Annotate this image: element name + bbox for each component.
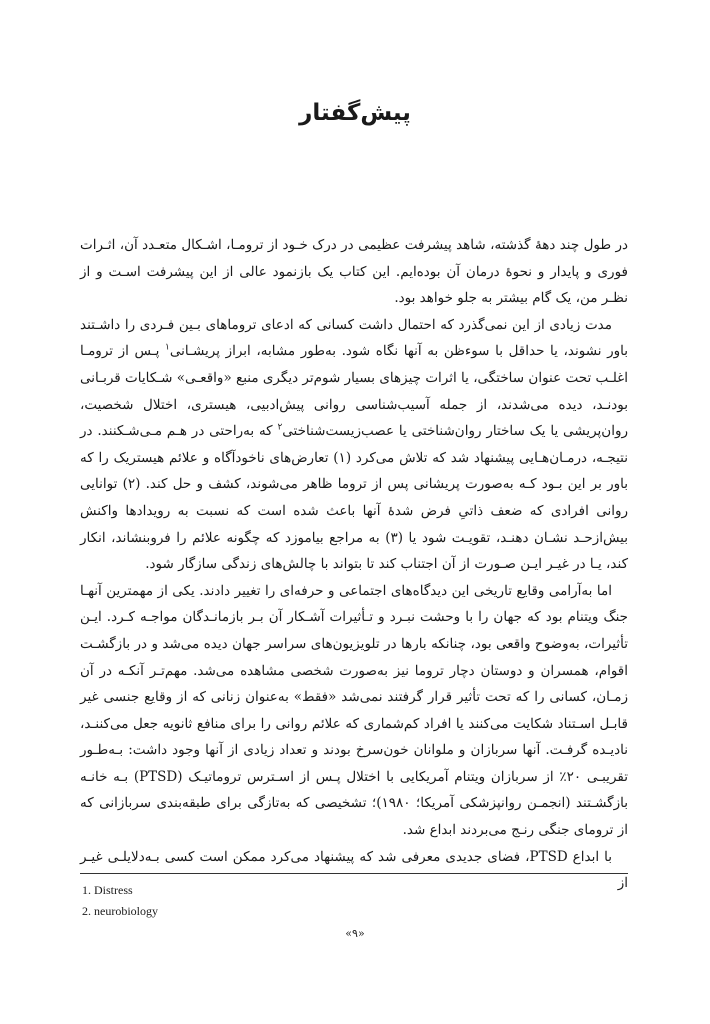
footnote-2: 2. neurobiology <box>82 904 158 918</box>
page-number: «۹» <box>345 927 365 940</box>
page-title: پیش‌گفتار <box>299 100 411 126</box>
footnotes <box>82 880 482 922</box>
footnote-1-number: 1 <box>82 883 88 897</box>
paragraph-2-part-3: که به‌راحتی در هـم مـی‌شـکنند. در نتیجـه، درمـان‌هـایی پیشنهاد شد که تلاش می‌کرد (۱) تعارض‌های ناخودآگاه و علائم هیستریک را که باور بر این بـود کـه به‌صورت پریشانی پس از تروما ظاهر می‌شوند، کشف و حل کند. (۲) توانایی روانی افرادی که ضعف ذاتیِ فرض شدۀ آنها باعث شده است که نسبت به رویدادها واکنش بیش‌ازحـد نشـان دهنـد، تقویـت شود یا (۳) به مراجع بیاموزد که چگونه علائم را فروبنشاند، انکار کند، یـا در غیـر ایـن صـورت از آن اجتناب کند تا بتواند با چالش‌های زندگی سازگار شود. <box>80 423 629 573</box>
footnote-ref-1: ۱ <box>165 342 170 353</box>
footnote-2-number: 2 <box>82 904 88 918</box>
paragraph-2-part-2: پـس از ترومـا اغلـب تحت عنوان ساختگی، یا اثرات چیزهای بسیار شوم‌تر دیگری منبع «واقعـی» شـکایات قربـانی بودنـد، دیده می‌شدند، از جمله آسیب‌شناسی روانی پیش‌ادبیی، هیستری، اختلال شخصیت، روان‌پریشی یا یک ساختار روان‌شناختی یا عصب‌زیست‌شناختی <box>80 343 628 440</box>
paragraph-4: با ابداع PTSD، فضای جدیدی معرفی شد که پیشنهاد می‌کرد ممکن است کسی بـه‌دلایلـی غیـر از <box>80 848 628 892</box>
footnote-1-text: Distress <box>94 883 133 897</box>
paragraph-2 <box>80 312 628 578</box>
body-text <box>80 232 628 897</box>
paragraph-3: اما به‌آرامی وقایع تاریخی این دیدگاه‌های اجتماعی و حرفه‌ای را تغییر دادند. یکی از مهمترین آنهـا جنگ ویتنام بود که جهان را با وحشت نبـرد و تـأثیرات آشـکار آن بـر بازمانـدگان مواجـه کـرد. ایـن تأثیرات، به‌وضوح واقعی بود، چنانکه بارها در تلویزیون‌های سراسر جهان دیده می‌شد و در بازگشـت اقوام، همسران و دوستان دچار تروما نیز به‌صورت شخصی مشاهده می‌شد. مهم‌تـر آنکـه در آن زمـان، کسانی را که تحت تأثیر قرار گرفتند نمی‌شد «فقط» به‌عنوان زنانی که از وقایع جنسی غیر قابـل اسـتناد شکایت می‌کنند یا افراد کم‌شماری که علائم روانی را برای منافع ثانویه جعل می‌کننـد، نادیـده گرفـت. آنها سربازان و ملوانان خون‌سرخ بودند و تعداد زیادی از آنها وجود داشت: بـه‌طـور تقریبـی ۲۰٪ از سربازان ویتنام آمریکایی با اختلال پـس از اسـترس تروماتیـک (PTSD) بـه خانـه بازگشـتند (انجمـن روانپزشکی آمریکا؛ ۱۹۸۰)؛ تشخیصی که به‌تازگی برای طبقه‌بندی سربازانی که از ترومای جنگی رنـج می‌بردند ابداع شد. <box>80 582 628 839</box>
paragraph-1: در طول چند دهۀ گذشته، شاهد پیشرفت عظیمی در درک خـود از ترومـا، اشـكال متعـدد آن، اثـرات فوری و پایدار و نحوۀ درمان آن بوده‌ایم. این کتاب یک بازنمود عالی از این پیشرفت اسـت و از نظـر من، یک گام بیشتر به جلو خواهد بود. <box>80 237 628 307</box>
footnote-ref-2: ۲ <box>277 422 283 433</box>
footnote-2-text: neurobiology <box>94 904 158 918</box>
paragraph-2-part-1: مدت زیادی از این نمی‌گذرد که احتمال داشت کسانی که ادعای تروماهای بـین فـردی را داشـتند باور نشوند، یا حداقل با سوءظن به آنها نگاه شود. بەطور مشابه، ابراز پریشـانی <box>80 316 629 360</box>
footnote-separator <box>80 873 628 874</box>
footnote-1: 1. Distress <box>82 883 133 897</box>
